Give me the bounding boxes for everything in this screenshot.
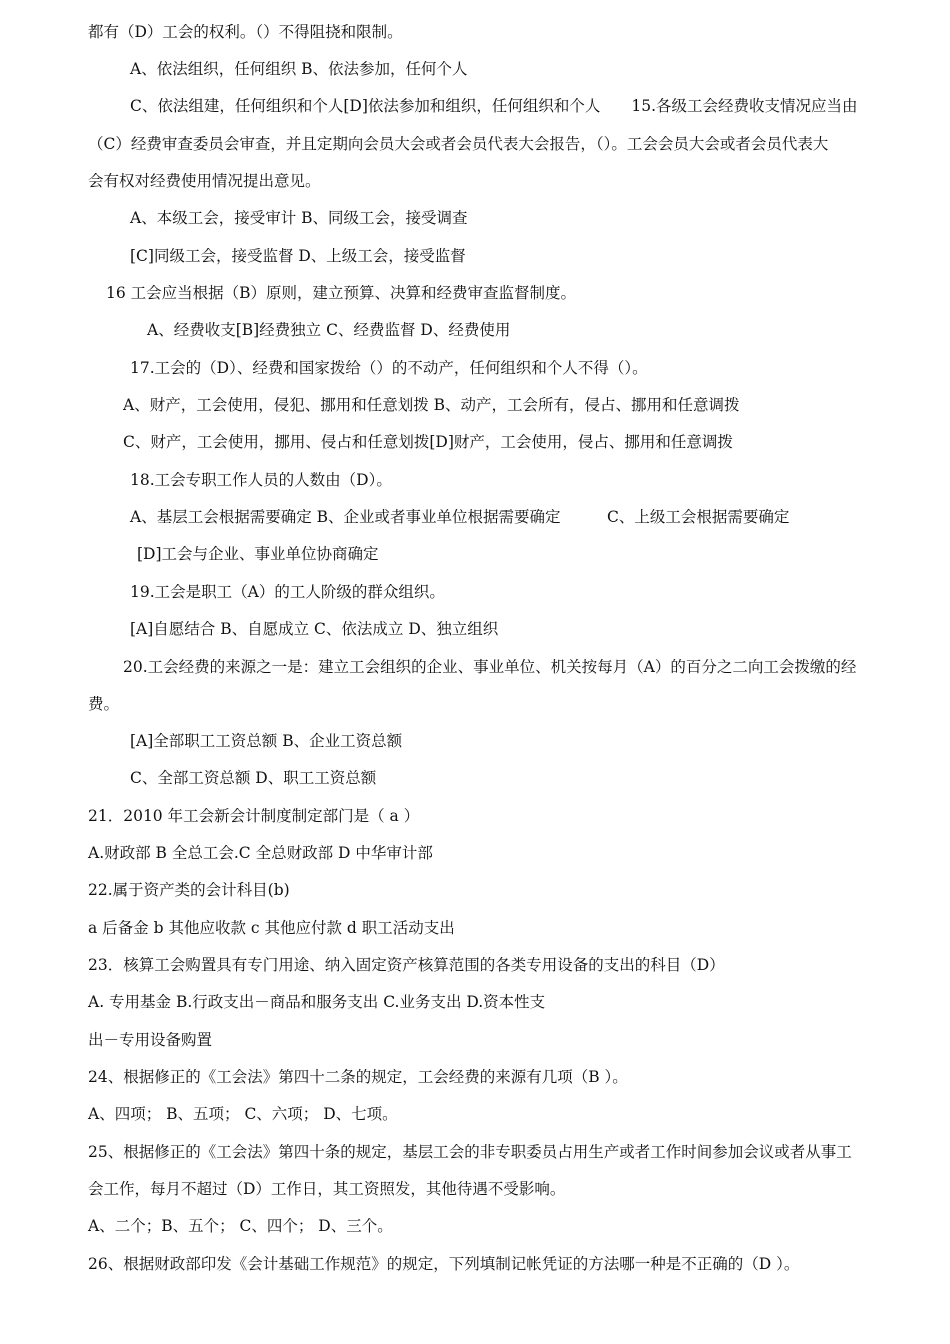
text-line: 24、根据修正的《工会法》第四十二条的规定，工会经费的来源有几项（B ）。	[88, 1068, 628, 1086]
text-line: A、依法组织，任何组织 B、依法参加，任何个人	[130, 60, 468, 78]
text-line: A、财产，工会使用，侵犯、挪用和任意划拨 B、动产，工会所有，侵占、挪用和任意调拨	[123, 396, 740, 414]
text-line: 费。	[88, 695, 120, 713]
text-line: 23．核算工会购置具有专门用途、纳入固定资产核算范围的各类专用设备的支出的科目（D）	[88, 956, 725, 974]
text-line: A、四项； B、五项； C、六项； D、七项。	[88, 1105, 398, 1123]
text-line: 18.工会专职工作人员的人数由（D）。	[130, 471, 392, 489]
text-line: A.财政部 B 全总工会.C 全总财政部 D 中华审计部	[88, 844, 433, 862]
text-line: A、基层工会根据需要确定 B、企业或者事业单位根据需要确定 C、上级工会根据需要确定	[130, 508, 790, 526]
text-line: [D]工会与企业、事业单位协商确定	[137, 545, 379, 563]
text-line: A. 专用基金 B.行政支出－商品和服务支出 C.业务支出 D.资本性支	[88, 993, 546, 1011]
text-line: 会工作，每月不超过（D）工作日，其工资照发，其他待遇不受影响。	[88, 1180, 566, 1198]
text-line: （C）经费审查委员会审查，并且定期向会员大会或者会员代表大会报告，（）。工会会员大会或者会员代表大	[88, 135, 829, 153]
text-line: 出－专用设备购置	[88, 1031, 213, 1049]
text-line: 都有（D）工会的权利。（）不得阻挠和限制。	[88, 23, 403, 41]
text-line: 会有权对经费使用情况提出意见。	[88, 172, 321, 190]
text-line: 25、根据修正的《工会法》第四十条的规定，基层工会的非专职委员占用生产或者工作时间参加会议或者从事工	[88, 1143, 852, 1161]
text-line: 16 工会应当根据（B）原则，建立预算、决算和经费审查监督制度。	[106, 284, 577, 302]
text-line: [A]全部职工工资总额 B、企业工资总额	[130, 732, 403, 750]
text-line: A、经费收支[B]经费独立 C、经费监督 D、经费使用	[147, 321, 511, 339]
text-line: [A]自愿结合 B、自愿成立 C、依法成立 D、独立组织	[130, 620, 499, 638]
text-line: C、全部工资总额 D、职工工资总额	[130, 769, 377, 787]
text-line: 22.属于资产类的会计科目(b)	[88, 881, 290, 899]
text-line: 26、根据财政部印发《会计基础工作规范》的规定，下列填制记帐凭证的方法哪一种是不正确的（D ）。	[88, 1255, 800, 1273]
text-line: C、财产，工会使用，挪用、侵占和任意划拨[D]财产，工会使用，侵占、挪用和任意调拨	[123, 433, 733, 451]
text-line: 17.工会的（D）、经费和国家拨给（）的不动产，任何组织和个人不得（）。	[130, 359, 648, 377]
text-line: a 后备金 b 其他应收款 c 其他应付款 d 职工活动支出	[88, 919, 455, 937]
text-line: A、二个；B、五个； C、四个； D、三个。	[88, 1217, 393, 1235]
text-line: 21．2010 年工会新会计制度制定部门是（ a ）	[88, 807, 420, 825]
text-line: A、本级工会，接受审计 B、同级工会，接受调查	[130, 209, 468, 227]
text-line: C、依法组建，任何组织和个人[D]依法参加和组织，任何组织和个人 15.各级工会经费收支情况应当由	[130, 97, 858, 115]
text-line: 20.工会经费的来源之一是：建立工会组织的企业、事业单位、机关按每月（A）的百分之二向工会拨缴的经	[123, 658, 857, 676]
text-line: 19.工会是职工（A）的工人阶级的群众组织。	[130, 583, 445, 601]
text-line: [C]同级工会，接受监督 D、上级工会，接受监督	[130, 247, 466, 265]
